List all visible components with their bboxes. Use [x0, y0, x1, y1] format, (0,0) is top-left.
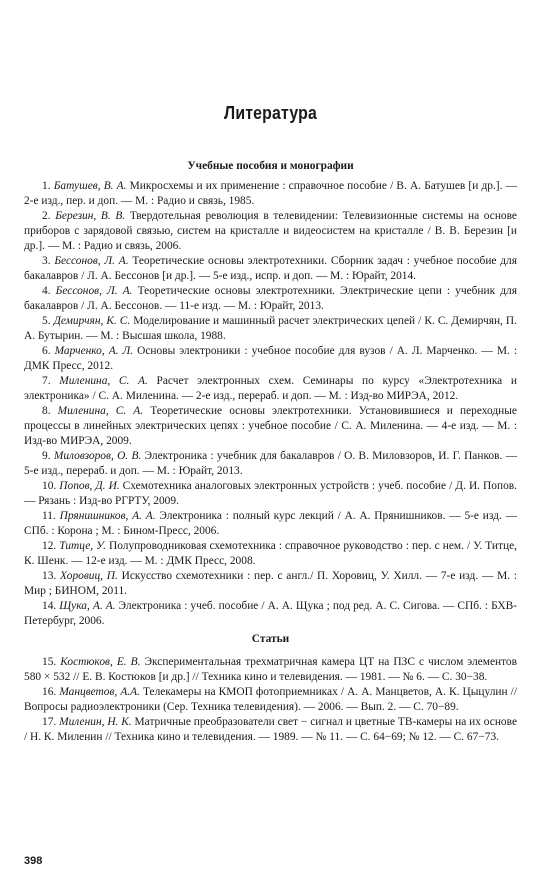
entry-text: Моделирование и машинный расчет электрических цепей / К. С. Демирчян, П. А. Бутырин. — М. : Высшая школа, 1988. — [24, 315, 517, 342]
entry-text: Микросхемы и их применение : справочное пособие / В. А. Батушев [и др.]. —2-е изд., пер. и доп. — М. : Радио и связь, 1985. — [24, 180, 517, 207]
entry-author: Миленин, Н. К. — [59, 716, 132, 728]
entry-number: 8. — [42, 405, 51, 417]
bibliography-entry — [24, 479, 517, 509]
entry-number: 9. — [42, 450, 51, 462]
entry-author: Манцветов, А.А. — [59, 686, 140, 698]
entry-text: Экспериментальная трехматричная камера ЦТ на ПЗС с числом элементов 580 × 532 // Е. В. Костюков [и др.] // Техника кино и телевидения. — 1981. — № 6. — С. 30−38. — [24, 656, 517, 683]
entry-author: Прянишников, А. А. — [59, 510, 156, 522]
entry-number: 10. — [42, 480, 57, 492]
entry-author: Бессонов, Л. А. — [55, 285, 133, 297]
entry-author: Бессонов, Л. А. — [54, 255, 129, 267]
entry-list — [24, 655, 517, 745]
entry-text: Теоретические основы электротехники. Электрические цепи : учебник для бакалавров / Л. А. Бессонов. — 11-е изд. — М. : Юрайт, 2013. — [24, 285, 517, 312]
entry-number: 1. — [42, 180, 51, 192]
bibliography-entry — [24, 344, 517, 374]
section-articles — [24, 633, 517, 745]
entry-text: Расчет электронных схем. Семинары по курсу «Электротехника и электроника» / С. А. Миленина. — 2-е изд., перераб. и доп. — М. : Изд-во МИРЭА, 2012. — [24, 375, 518, 402]
entry-number: 6. — [42, 345, 51, 357]
entry-author: Попов, Д. И. — [59, 480, 120, 492]
bibliography-entry — [24, 655, 517, 685]
entry-text: Электроника : учеб. пособие / А. А. Щука ; под ред. А. С. Сигова. — СПб. : БХВ-Петербург, 2006. — [24, 600, 517, 627]
entry-number: 14. — [42, 600, 57, 612]
entry-text: Искусство схемотехники : пер. с англ./ П. Хоровиц, У. Хилл. — 7-е изд. — М. : Мир ; БИНОМ, 2011. — [24, 570, 517, 597]
entry-author: Хоровиц, П. — [60, 570, 118, 582]
bibliography-entry — [24, 209, 517, 254]
bibliography-entry — [24, 599, 517, 629]
bibliography-entry — [24, 685, 517, 715]
entry-text: Телекамеры на КМОП фотоприемниках / А. А. Манцветов, А. К. Цыцулин // Вопросы радиоэлектроники (Сер. Техника телевидения). — 2006. — Вып. 2. — С. 70−89. — [24, 686, 517, 713]
entry-text: Теоретические основы электротехники. Установившиеся и переходные процессы в линейных электрических цепях : учебное пособие / С. А. Миленина. — 4-е изд. — М. : Изд-во МИРЭА, 2009. — [24, 405, 517, 447]
bibliography-entry — [24, 254, 517, 284]
entry-number: 13. — [42, 570, 57, 582]
entry-number: 17. — [42, 716, 57, 728]
entry-number: 11. — [42, 510, 56, 522]
entry-number: 2. — [42, 210, 51, 222]
entry-number: 16. — [42, 686, 57, 698]
bibliography-entry — [24, 569, 517, 599]
entry-text: Электроника : учебник для бакалавров / О. В. Миловзоров, И. Г. Панков. — 5-е изд., перераб. и доп. — М. : Юрайт, 2013. — [24, 450, 517, 477]
entry-author: Миловзоров, О. В. — [53, 450, 142, 462]
entry-number: 4. — [42, 285, 51, 297]
entry-author: Березин, В. В. — [55, 210, 126, 222]
bibliography-entry — [24, 179, 517, 209]
entry-text: Полупроводниковая схемотехника : справочное руководство : пер. с нем. / У. Титце, К. Шенк. — 12-е изд. — М. : ДМК Пресс, 2008. — [24, 540, 517, 567]
entry-list — [24, 179, 517, 629]
entry-number: 3. — [42, 255, 51, 267]
entry-text: Матричные преобразователи свет − сигнал и цветные ТВ-камеры на их основе / Н. К. Миленин // Техника кино и телевидения. — 1989. — № 11. — С. 64−69; № 12. — С. 67−73. — [24, 716, 517, 743]
bibliography-entry — [24, 509, 517, 539]
bibliography-entry — [24, 404, 517, 449]
entry-text: Твердотельная революция в телевидении: Телевизионные системы на основе приборов с зарядовой связью, систем на кристалле и видеосистем на кристалле / В. В. Березин [и др.]. — М. : Радио и связь, 2006. — [24, 210, 517, 252]
entry-number: 5. — [42, 315, 51, 327]
entry-author: Марченко, А. Л. — [54, 345, 134, 357]
entry-author: Демирчян, К. С. — [53, 315, 131, 327]
entry-text: Основы электроники : учебное пособие для вузов / А. Л. Марченко. — М. : ДМК Пресс, 2012. — [24, 345, 517, 372]
entry-number: 12. — [42, 540, 57, 552]
entry-text: Теоретические основы электротехники. Сборник задач : учебное пособие для бакалавров / Л. А. Бессонов [и др.]. — 5-е изд., испр. и доп. — М. : Юрайт, 2014. — [24, 255, 517, 282]
page-title: Литература — [224, 103, 317, 123]
entry-author: Костюков, Е. В. — [60, 656, 141, 668]
page-number: 398 — [24, 855, 43, 867]
entry-author: Титце, У. — [59, 540, 106, 552]
entry-author: Миленина, С. А. — [59, 375, 148, 387]
entry-number: 7. — [42, 375, 51, 387]
bibliography-entry — [24, 715, 517, 745]
bibliography-entry — [24, 374, 517, 404]
section-heading: Статьи — [251, 633, 290, 645]
bibliography-entry — [24, 314, 517, 344]
section-monographs — [24, 160, 517, 629]
section-heading: Учебные пособия и монографии — [187, 160, 354, 172]
entry-author: Щука, А. А. — [59, 600, 116, 612]
entry-text: Схемотехника аналоговых электронных устройств : учеб. пособие / Д. И. Попов. — Рязань : Изд-во РГРТУ, 2009. — [24, 480, 517, 507]
entry-author: Батушев, В. А. — [53, 180, 127, 192]
bibliography-entry — [24, 539, 517, 569]
bibliography-entry — [24, 449, 517, 479]
bibliography-entry — [24, 284, 517, 314]
entry-number: 15. — [42, 656, 57, 668]
entry-author: Миленина, С. А. — [57, 405, 144, 417]
entry-text: Электроника : полный курс лекций / А. А. Прянишников. — 5-е изд. — СПб. : Корона ; М. : Бином-Пресс, 2006. — [24, 510, 517, 537]
